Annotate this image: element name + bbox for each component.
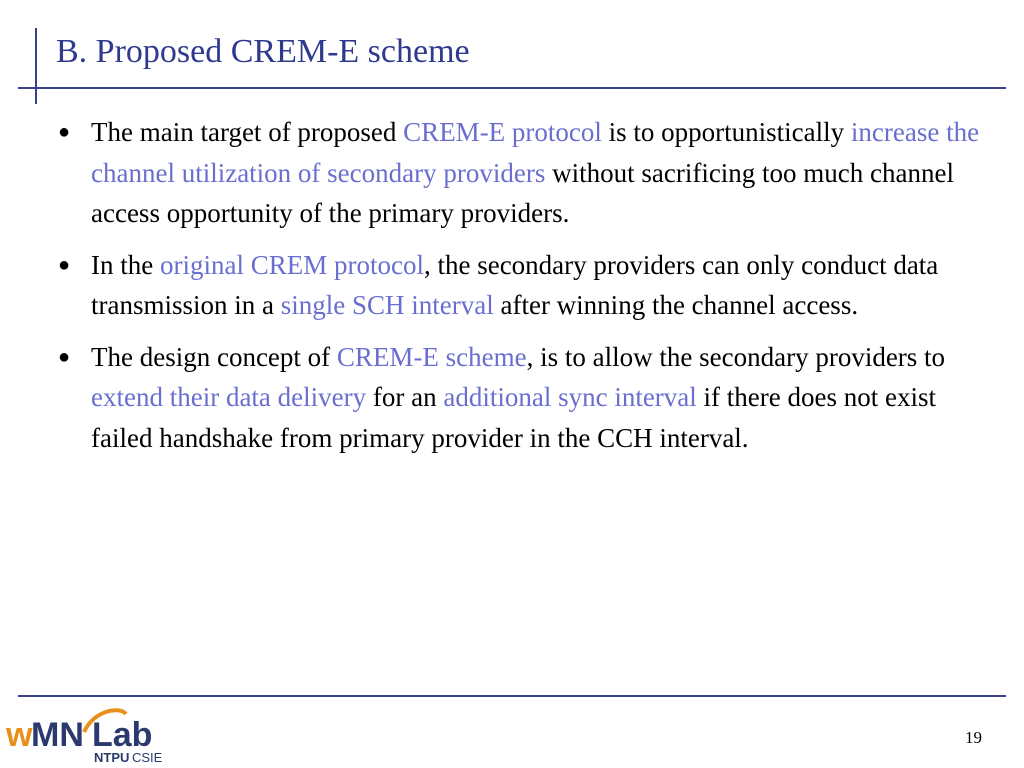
bullet-text — [91, 250, 938, 321]
highlighted-term: single SCH interval — [280, 290, 494, 320]
wmnlab-logo-icon — [2, 706, 182, 766]
bullet-item-1 — [56, 112, 986, 234]
highlighted-term: original CREM protocol — [159, 249, 424, 280]
bullet-list — [56, 112, 986, 469]
logo-letters-mn: MN — [31, 716, 84, 754]
slide-title: B. Proposed CREM-E scheme — [56, 33, 470, 70]
footer-horizontal-rule — [18, 695, 1006, 697]
bullet-segment: , is to allow the secondary providers to — [526, 341, 946, 372]
highlighted-term: CREM-E scheme — [336, 341, 527, 372]
title-horizontal-rule — [18, 87, 1006, 89]
bullet-text — [91, 117, 979, 228]
bullet-segment: if there does not exist failed handshake from primary provider in the CCH interval. — [91, 382, 936, 453]
logo-sub-ntpu: NTPU — [94, 750, 130, 765]
bullet-dot-icon: ● — [58, 253, 71, 276]
bullet-item-2 — [56, 245, 986, 326]
bullet-dot-icon: ● — [58, 345, 71, 368]
bullet-item-3 — [56, 337, 986, 459]
bullet-segment: , the secondary providers can only conduct data transmission in a — [91, 249, 939, 320]
bullet-segment: In the — [91, 249, 160, 280]
bullet-segment: The main target of proposed — [91, 117, 404, 147]
logo-sub-csie: CSIE — [132, 750, 163, 765]
highlighted-term: increase the channel utilization of secondary providers — [91, 117, 980, 188]
highlighted-term: additional sync interval — [443, 382, 697, 412]
logo-letter-w: w — [6, 716, 33, 754]
highlighted-term: CREM-E protocol — [403, 117, 602, 147]
bullet-segment: is to opportunistically — [601, 117, 851, 147]
page-number: 19 — [965, 728, 982, 747]
bullet-segment: for an — [366, 382, 444, 412]
logo-letters-lab: Lab — [92, 716, 153, 754]
bullet-segment: after winning the channel access. — [493, 290, 859, 320]
bullet-text — [91, 342, 945, 453]
bullet-dot-icon: ● — [58, 121, 71, 143]
highlighted-term: extend their data delivery — [91, 382, 367, 412]
title-vertical-rule — [35, 28, 37, 104]
bullet-segment: without sacrificing too much channel access opportunity of the primary providers. — [91, 157, 954, 228]
bullet-segment: The design concept of — [91, 341, 337, 372]
